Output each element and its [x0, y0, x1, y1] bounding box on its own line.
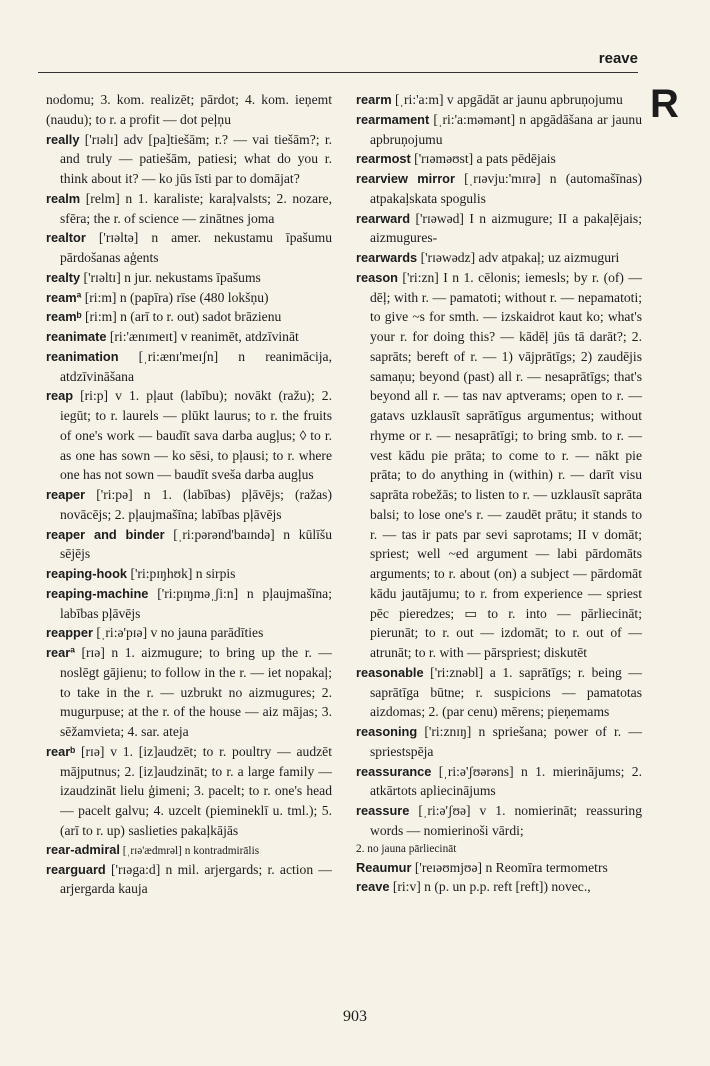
- entry-headword: reapper: [46, 625, 93, 641]
- dictionary-entry: [356, 209, 642, 249]
- entry-definition: ['ri:znɪŋ] n spriešana; power of r. — spriestspēja: [370, 724, 642, 759]
- entry-definition: ['reɪəʊmjʊə] n Reomīra termometrs: [411, 859, 608, 875]
- entry-headword: rearmament: [356, 111, 430, 127]
- entry-headword: rearª: [46, 645, 75, 660]
- entry-definition: [rɪə] v 1. [iz]audzēt; to r. poultry — audzēt mājputnus; 2. [iz]audzināt; to r. a large family — izaudzināt lielu ģimeni; 3. pacelt; to r. one's head — pacelt galvu; 4. uzcelt (piemineklī u. tml.); 5. (arī to r. up) saslieties pakaļkājās: [60, 743, 332, 838]
- dictionary-entry: [356, 801, 642, 841]
- entry-definition: ['rɪəga:d] n mil. arjergards; r. action — arjergarda kauja: [60, 861, 332, 897]
- entry-definition: ['ri:pɪŋməˌʃi:n] n pļaujmašīna; labības pļāvējs: [60, 585, 332, 621]
- dictionary-entry: [46, 307, 332, 327]
- entry-headword: realty: [46, 269, 81, 285]
- entry-definition: [ˌri:'a:m] v apgādāt ar jaunu apbruņojumu: [391, 92, 623, 107]
- dictionary-entry: [356, 877, 642, 897]
- entry-definition: [ri:'ænɪmeɪt] v reanimēt, atdzīvināt: [106, 329, 299, 344]
- entry-headword: rearward: [356, 210, 411, 226]
- entry-definition: [ˌri:'a:məmənt] n apgādāšana ar jaunu apbruņojumu: [370, 111, 642, 147]
- entry-definition: [ˌri:pərənd'baɪndə] n kūlīšu sējējs: [60, 526, 333, 562]
- dictionary-entry: [356, 169, 642, 209]
- entry-definition: ['ri:zn] I n 1. cēlonis; iemesls; by r. (of) — dēļ; with r. — pamatoti; without r. — nepamatoti; to give ~s for smth. — izskaidrot kaut ko; what's your r. for doing this? — kādēļ jūs tā darāt?; 2. saprāts; bereft of r. — 1) vājprātīgs; 2) zaudējis samaņu; beyond (past) all r. — nesaprātīgs; that's beyond all r. — tas nav aptverams; open to r. — gatavs uzklausīt saprātīgus argumentus; without rhyme or r. — nesaprātīgi; to bring smb. to r. — vest kādu pie prāta; to come to r. — nākt pie prāta; to do anything in (within) r. — darīt visu saprāta robežās; to listen to r. — uzklausīt saprāta balsi; to lose one's r. — zaudēt prātu; it stands to r. — tas ir pats par sevi saprotams; II v domāt; spriest; well ~ed argument — labi pārdomāts arguments; to r. about (on) a subject — pārdomāt kādu jautājumu; to r. from experience — spriest pēc pieredzes; ▭ to r. into — pārliecināt; pierunāt; to r. out — izdomāt; to r. out of — atrunāt; to r. with — pārspriest; diskutēt: [370, 269, 642, 660]
- dictionary-entry: [46, 485, 332, 525]
- entry-headword: reanimation: [46, 348, 119, 364]
- dictionary-entry: [46, 228, 332, 268]
- entry-definition: ['ri:znəbl] a 1. saprātīgs; r. being — saprātīga būtne; r. suspicions — pamatotas aizdomas; 2. (par cenu) mērens; pieņemams: [370, 664, 642, 720]
- entry-definition: ['rɪəltɪ] n jur. nekustams īpašums: [80, 269, 261, 285]
- dictionary-entry: [46, 90, 332, 130]
- dictionary-entry: [356, 268, 642, 663]
- entry-headword: rear-admiral: [46, 841, 120, 857]
- dictionary-entry: [356, 858, 642, 878]
- right-column: [356, 90, 642, 897]
- dictionary-entry: [356, 722, 642, 762]
- dictionary-entry: [46, 564, 332, 584]
- entry-headword: really: [46, 131, 80, 147]
- entry-headword: reaper and binder: [46, 526, 165, 542]
- dictionary-entry: [46, 623, 332, 643]
- entry-headword: reassurance: [356, 763, 432, 779]
- header-rule: [38, 72, 638, 73]
- entry-headword: rearwards: [356, 250, 418, 265]
- entry-definition: [ri:m] n (papīra) rīse (480 lokšņu): [81, 289, 269, 305]
- entry-headword: rearmost: [356, 151, 411, 167]
- dictionary-entry: [356, 149, 642, 169]
- entry-definition: ['rɪəwəd] I n aizmugure; II a pakaļējais; aizmugures-: [370, 210, 642, 246]
- dictionary-entry: [46, 742, 332, 841]
- dictionary-entry: [46, 130, 332, 189]
- entry-definition: [ri:v] n (p. un p.p. reft [reft]) novec.,: [389, 879, 591, 895]
- entry-definition: [ri:p] v 1. pļaut (labību); novākt (ražu); 2. iegūt; to r. laurels — plūkt laurus; to r. the fruits of one's work — baudīt sava darba augļus; ◊ to r. as one has sown — ko sēsi, to pļausi; to r. where one has not sown — baudīt sveša darba augļus: [60, 388, 332, 483]
- entry-definition: ['ri:pə] n 1. (labības) pļāvējs; (ražas) novācējs; 2. pļaujmašīna; labības pļāvējs: [60, 487, 332, 522]
- entry-definition: [ˌri:ænɪ'meɪʃn] n reanimācija, atdzīvināšana: [60, 348, 332, 384]
- entry-headword: realm: [46, 190, 81, 206]
- entry-headword: rearᵇ: [46, 743, 76, 759]
- dictionary-entry: [46, 643, 332, 742]
- dictionary-entry: [46, 860, 332, 900]
- entry-headword: reasoning: [356, 724, 418, 739]
- dictionary-entry: [356, 663, 642, 722]
- running-head: reave: [598, 50, 638, 67]
- entry-headword: reason: [356, 269, 398, 285]
- entry-definition: ['rɪəlɪ] adv [pa]tiešām; r.? — vai tiešām?; r. and truly — patiešām, patiesi; what do you r. think about it? — ko jūs īsti par to domājat?: [60, 131, 332, 186]
- entry-definition: [relm] n 1. karaliste; karaļvalsts; 2. nozare, sfēra; the r. of science — zinātnes joma: [60, 190, 332, 226]
- dictionary-entry: [356, 110, 642, 150]
- entry-headword: rearm: [356, 92, 392, 107]
- entry-definition: [ˌrɪəvju:'mɪrə] n (automašīnas) atpakaļskata spogulis: [370, 171, 643, 206]
- dictionary-entry: [356, 762, 642, 802]
- entry-definition: [ˌri:ə'pɪə] v no jauna parādīties: [92, 625, 264, 641]
- entry-definition: nodomu; 3. kom. realizēt; pārdot; 4. kom. ieņemt (naudu); to r. a profit — dot peļņu: [46, 92, 332, 127]
- entry-headword: reap: [46, 388, 74, 404]
- entry-headword: reamᵇ: [46, 309, 82, 325]
- entry-headword: realtor: [46, 230, 86, 246]
- entry-definition: ['ri:pɪŋhʊk] n sirpis: [127, 566, 236, 581]
- entry-headword: reasonable: [356, 664, 424, 680]
- entry-definition: [rɪə] n 1. aizmugure; to bring up the r. — noslēgt gājienu; to follow in the r. — iet nopakaļ; to take in the r. — uzbrukt no aizmugures; 2. mugurpuse; at the r. of the house — aiz mājas; 3. sēžamvieta; 4. sar. ateja: [60, 645, 332, 739]
- entry-definition: [ri:m] n (arī to r. out) sadot brāzienu: [81, 309, 282, 325]
- dictionary-entry: [356, 248, 642, 268]
- left-column: [46, 90, 332, 899]
- page-number: 903: [343, 1008, 367, 1025]
- entry-definition: [ˌri:ə'ʃʊə] v 1. nomierināt; reassuring words — nomierinoši vārdi;: [370, 803, 642, 838]
- entry-headword: reaping-hook: [46, 566, 128, 581]
- entry-headword: rearguard: [46, 861, 106, 877]
- entry-headword: rearview mirror: [356, 171, 455, 186]
- entry-definition: ['rɪəwədz] adv atpakaļ; uz aizmuguri: [417, 250, 620, 265]
- dictionary-entry: [46, 584, 332, 624]
- dictionary-entry: [46, 386, 332, 485]
- dictionary-entry: [46, 288, 332, 308]
- thumb-index-letter: R: [650, 82, 679, 126]
- entry-definition: ['rɪəməʊst] a pats pēdējais: [410, 151, 556, 167]
- dictionary-entry: [46, 841, 332, 860]
- dictionary-entry: [46, 327, 332, 347]
- dictionary-entry: [356, 841, 642, 858]
- dictionary-entry: [46, 347, 332, 387]
- dictionary-entry: [46, 189, 332, 229]
- dictionary-entry: [46, 525, 332, 565]
- entry-definition: ['rɪəltə] n amer. nekustamu īpašumu pārdošanas aģents: [60, 230, 332, 265]
- entry-headword: reassure: [356, 803, 410, 818]
- entry-definition: 2. no jauna pārliecināt: [356, 842, 457, 855]
- entry-headword: Reaumur: [356, 859, 412, 875]
- entry-definition: [ˌri:ə'ʃʊərəns] n 1. mierinājums; 2. atkārtots apliecinājums: [370, 763, 642, 799]
- dictionary-entry: [46, 268, 332, 288]
- entry-headword: reaping-machine: [46, 585, 149, 601]
- entry-headword: reaper: [46, 487, 86, 502]
- entry-definition: [ˌrɪə'ædmrəl] n kontradmirālis: [119, 844, 260, 857]
- entry-headword: reamª: [46, 289, 82, 305]
- dictionary-entry: [356, 90, 642, 110]
- entry-headword: reanimate: [46, 329, 107, 344]
- page-header: [38, 48, 638, 70]
- entry-headword: reave: [356, 879, 390, 895]
